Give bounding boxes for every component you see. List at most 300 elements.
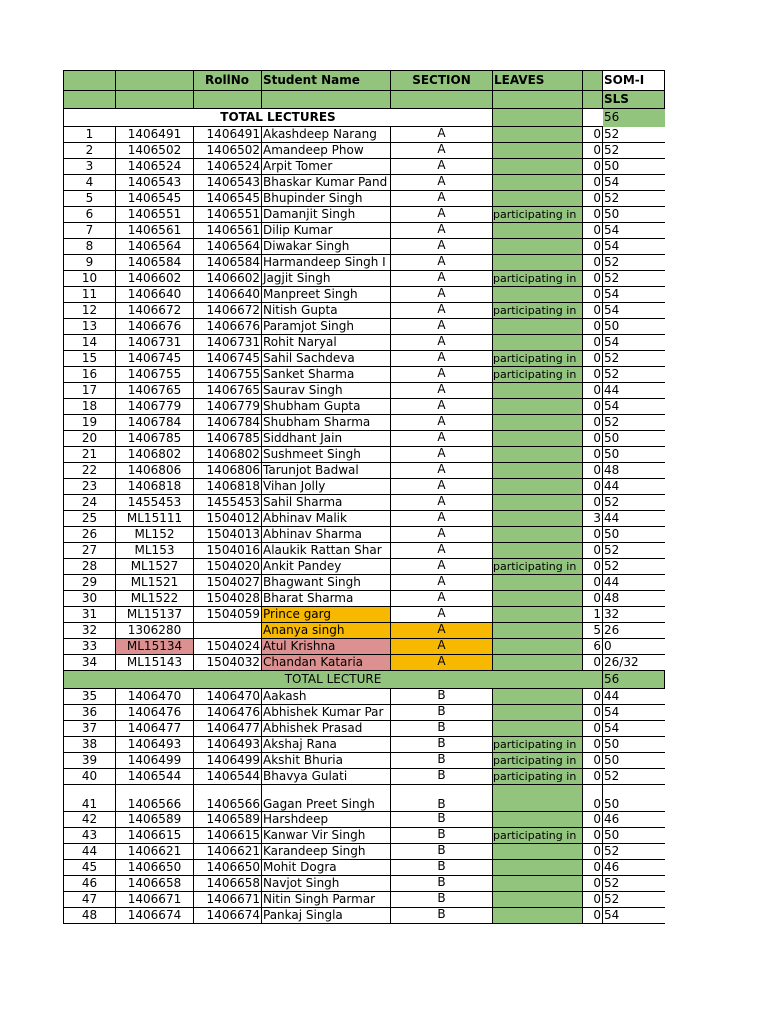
student-name-cell[interactable]: Sanket Sharma	[262, 367, 391, 383]
section-cell[interactable]: B	[391, 753, 493, 769]
id-cell[interactable]: ML152	[116, 527, 194, 543]
rollno-cell[interactable]: 1406755	[194, 367, 262, 383]
student-name-cell[interactable]: Harmandeep Singh I	[262, 255, 391, 271]
section-cell[interactable]: B	[391, 689, 493, 705]
leaves-cell[interactable]	[493, 908, 583, 924]
student-name-cell[interactable]: Paramjot Singh	[262, 319, 391, 335]
leave-count-cell[interactable]: 0	[583, 463, 603, 479]
sno-cell[interactable]: 16	[64, 367, 116, 383]
som-sls-cell[interactable]: 26	[603, 623, 665, 639]
leaves-cell[interactable]	[493, 639, 583, 655]
id-cell[interactable]: 1406524	[116, 159, 194, 175]
sno-cell[interactable]: 9	[64, 255, 116, 271]
student-name-cell[interactable]: Abhishek Kumar Par	[262, 705, 391, 721]
leaves-cell[interactable]	[493, 287, 583, 303]
leave-count-cell[interactable]: 0	[583, 575, 603, 591]
id-cell[interactable]: 1406818	[116, 479, 194, 495]
rollno-cell[interactable]: 1406477	[194, 721, 262, 737]
leaves-cell[interactable]	[493, 143, 583, 159]
leave-count-cell[interactable]: 0	[583, 223, 603, 239]
som-sls-cell[interactable]: 52	[603, 876, 665, 892]
som-sls-cell[interactable]: 50	[603, 159, 665, 175]
sno-cell[interactable]: 37	[64, 721, 116, 737]
rollno-cell[interactable]: 1406731	[194, 335, 262, 351]
leave-count-cell[interactable]: 0	[583, 527, 603, 543]
id-cell[interactable]: 1406731	[116, 335, 194, 351]
sno-cell[interactable]: 15	[64, 351, 116, 367]
section-cell[interactable]: A	[391, 207, 493, 223]
leave-count-cell[interactable]: 0	[583, 689, 603, 705]
leave-count-cell[interactable]: 0	[583, 191, 603, 207]
leaves-cell[interactable]	[493, 705, 583, 721]
id-cell[interactable]: ML1521	[116, 575, 194, 591]
leave-count-cell[interactable]: 0	[583, 892, 603, 908]
leave-count-cell[interactable]: 5	[583, 623, 603, 639]
leave-count-cell[interactable]: 6	[583, 639, 603, 655]
student-name-cell[interactable]: Manpreet Singh	[262, 287, 391, 303]
som-sls-cell[interactable]: 52	[603, 844, 665, 860]
som-sls-cell[interactable]: 52	[603, 127, 665, 143]
sno-cell[interactable]: 43	[64, 828, 116, 844]
som-sls-cell[interactable]: 52	[603, 143, 665, 159]
student-name-cell[interactable]: Amandeep Phow	[262, 143, 391, 159]
leaves-cell[interactable]	[493, 785, 583, 812]
rollno-cell[interactable]: 1406615	[194, 828, 262, 844]
id-cell[interactable]: 1406765	[116, 383, 194, 399]
section-cell[interactable]: B	[391, 908, 493, 924]
sno-cell[interactable]: 1	[64, 127, 116, 143]
id-cell[interactable]: ML15143	[116, 655, 194, 671]
leaves-cell[interactable]	[493, 399, 583, 415]
leave-count-cell[interactable]: 0	[583, 351, 603, 367]
som-sls-cell[interactable]: 44	[603, 575, 665, 591]
section-cell[interactable]: A	[391, 623, 493, 639]
student-name-cell[interactable]: Mohit Dogra	[262, 860, 391, 876]
section-cell[interactable]: A	[391, 463, 493, 479]
sno-cell[interactable]: 10	[64, 271, 116, 287]
leaves-cell[interactable]	[493, 812, 583, 828]
sno-cell[interactable]: 11	[64, 287, 116, 303]
section-cell[interactable]: A	[391, 367, 493, 383]
student-name-cell[interactable]: Alaukik Rattan Shar	[262, 543, 391, 559]
section-cell[interactable]: B	[391, 844, 493, 860]
rollno-cell[interactable]: 1455453	[194, 495, 262, 511]
leave-count-cell[interactable]: 0	[583, 239, 603, 255]
student-name-cell[interactable]: Sushmeet Singh	[262, 447, 391, 463]
leave-count-cell[interactable]: 0	[583, 303, 603, 319]
student-name-cell[interactable]: Chandan Kataria	[262, 655, 391, 671]
leave-count-cell[interactable]: 0	[583, 127, 603, 143]
som-sls-cell[interactable]: 26/32	[603, 655, 665, 671]
leaves-cell[interactable]: participating in	[493, 207, 583, 223]
section-cell[interactable]: A	[391, 511, 493, 527]
id-cell[interactable]: 1406640	[116, 287, 194, 303]
leaves-cell[interactable]	[493, 479, 583, 495]
som-sls-cell[interactable]: 48	[603, 463, 665, 479]
leaves-cell[interactable]	[493, 431, 583, 447]
section-cell[interactable]: B	[391, 705, 493, 721]
rollno-cell[interactable]: 1406676	[194, 319, 262, 335]
som-sls-cell[interactable]: 52	[603, 495, 665, 511]
total-lecture-value[interactable]: 56	[603, 671, 665, 689]
rollno-cell[interactable]	[194, 623, 262, 639]
header-subject[interactable]: SOM-I	[603, 71, 665, 91]
sno-cell[interactable]: 2	[64, 143, 116, 159]
rollno-cell[interactable]: 1406602	[194, 271, 262, 287]
som-sls-cell[interactable]: 54	[603, 705, 665, 721]
student-name-cell[interactable]: Shubham Sharma	[262, 415, 391, 431]
leaves-cell[interactable]: participating in	[493, 828, 583, 844]
sno-cell[interactable]: 30	[64, 591, 116, 607]
leave-count-cell[interactable]: 0	[583, 860, 603, 876]
id-cell[interactable]: ML15134	[116, 639, 194, 655]
section-cell[interactable]: A	[391, 351, 493, 367]
leave-count-cell[interactable]: 0	[583, 721, 603, 737]
student-name-cell[interactable]: Abhinav Malik	[262, 511, 391, 527]
sno-cell[interactable]: 29	[64, 575, 116, 591]
leaves-cell[interactable]	[493, 159, 583, 175]
sno-cell[interactable]: 31	[64, 607, 116, 623]
section-cell[interactable]: A	[391, 223, 493, 239]
student-name-cell[interactable]: Saurav Singh	[262, 383, 391, 399]
rollno-cell[interactable]: 1406650	[194, 860, 262, 876]
leave-count-cell[interactable]: 0	[583, 737, 603, 753]
rollno-cell[interactable]: 1504016	[194, 543, 262, 559]
rollno-cell[interactable]: 1406621	[194, 844, 262, 860]
total-lecture-label[interactable]: TOTAL LECTURE	[64, 671, 603, 689]
som-sls-cell[interactable]: 50	[603, 753, 665, 769]
sno-cell[interactable]: 23	[64, 479, 116, 495]
leave-count-cell[interactable]: 0	[583, 769, 603, 785]
leave-count-cell[interactable]: 0	[583, 705, 603, 721]
leaves-cell[interactable]: participating in	[493, 769, 583, 785]
header-leaves[interactable]: LEAVES	[493, 71, 583, 91]
id-cell[interactable]: 1406674	[116, 908, 194, 924]
leaves-cell[interactable]	[493, 575, 583, 591]
leave-count-cell[interactable]: 0	[583, 655, 603, 671]
sno-cell[interactable]: 35	[64, 689, 116, 705]
id-cell[interactable]: 1406658	[116, 876, 194, 892]
student-name-cell[interactable]: Atul Krishna	[262, 639, 391, 655]
section-cell[interactable]: B	[391, 769, 493, 785]
sno-cell[interactable]: 12	[64, 303, 116, 319]
som-sls-cell[interactable]: 54	[603, 908, 665, 924]
id-cell[interactable]: 1406502	[116, 143, 194, 159]
sno-cell[interactable]: 18	[64, 399, 116, 415]
section-cell[interactable]: A	[391, 415, 493, 431]
section-cell[interactable]: A	[391, 383, 493, 399]
leaves-cell[interactable]: participating in	[493, 303, 583, 319]
section-cell[interactable]: A	[391, 175, 493, 191]
rollno-cell[interactable]: 1406640	[194, 287, 262, 303]
id-cell[interactable]: ML15137	[116, 607, 194, 623]
total-lectures-value[interactable]: 56	[603, 109, 665, 127]
rollno-cell[interactable]: 1406470	[194, 689, 262, 705]
id-cell[interactable]: ML153	[116, 543, 194, 559]
sno-cell[interactable]: 36	[64, 705, 116, 721]
som-sls-cell[interactable]: 32	[603, 607, 665, 623]
rollno-cell[interactable]: 1406671	[194, 892, 262, 908]
rollno-cell[interactable]: 1406502	[194, 143, 262, 159]
leave-count-cell[interactable]: 0	[583, 175, 603, 191]
student-name-cell[interactable]: Sahil Sharma	[262, 495, 391, 511]
rollno-cell[interactable]: 1406545	[194, 191, 262, 207]
section-cell[interactable]: A	[391, 287, 493, 303]
student-name-cell[interactable]: Sahil Sachdeva	[262, 351, 391, 367]
som-sls-cell[interactable]: 50	[603, 785, 665, 812]
student-name-cell[interactable]: Nitish Gupta	[262, 303, 391, 319]
total-lectures-blank[interactable]	[583, 109, 603, 127]
sno-cell[interactable]: 41	[64, 785, 116, 812]
leave-count-cell[interactable]: 0	[583, 207, 603, 223]
id-cell[interactable]: 1406584	[116, 255, 194, 271]
header-student-name[interactable]: Student Name	[262, 71, 391, 91]
header2-cell[interactable]	[583, 91, 603, 109]
student-name-cell[interactable]: Akashdeep Narang	[262, 127, 391, 143]
leave-count-cell[interactable]: 0	[583, 415, 603, 431]
header2-cell[interactable]	[116, 91, 194, 109]
id-cell[interactable]: 1306280	[116, 623, 194, 639]
rollno-cell[interactable]: 1406566	[194, 785, 262, 812]
som-sls-cell[interactable]: 52	[603, 271, 665, 287]
student-name-cell[interactable]: Karandeep Singh	[262, 844, 391, 860]
som-sls-cell[interactable]: 54	[603, 287, 665, 303]
header2-cell[interactable]	[391, 91, 493, 109]
student-name-cell[interactable]: Dilip Kumar	[262, 223, 391, 239]
section-cell[interactable]: B	[391, 860, 493, 876]
section-cell[interactable]: A	[391, 607, 493, 623]
student-name-cell[interactable]: Bhaskar Kumar Pand	[262, 175, 391, 191]
leaves-cell[interactable]	[493, 860, 583, 876]
som-sls-cell[interactable]: 54	[603, 335, 665, 351]
student-name-cell[interactable]: Bharat Sharma	[262, 591, 391, 607]
rollno-cell[interactable]: 1406806	[194, 463, 262, 479]
leaves-cell[interactable]	[493, 335, 583, 351]
som-sls-cell[interactable]: 50	[603, 447, 665, 463]
id-cell[interactable]: 1406477	[116, 721, 194, 737]
leave-count-cell[interactable]: 0	[583, 812, 603, 828]
sno-cell[interactable]: 48	[64, 908, 116, 924]
rollno-cell[interactable]: 1406785	[194, 431, 262, 447]
som-sls-cell[interactable]: 52	[603, 191, 665, 207]
leaves-cell[interactable]	[493, 415, 583, 431]
rollno-cell[interactable]: 1406499	[194, 753, 262, 769]
leave-count-cell[interactable]: 0	[583, 908, 603, 924]
student-name-cell[interactable]: Navjot Singh	[262, 876, 391, 892]
som-sls-cell[interactable]: 50	[603, 527, 665, 543]
leaves-cell[interactable]	[493, 527, 583, 543]
leave-count-cell[interactable]: 0	[583, 495, 603, 511]
leaves-cell[interactable]: participating in	[493, 367, 583, 383]
student-name-cell[interactable]: Akshaj Rana	[262, 737, 391, 753]
som-sls-cell[interactable]: 52	[603, 367, 665, 383]
leave-count-cell[interactable]: 0	[583, 785, 603, 812]
sno-cell[interactable]: 27	[64, 543, 116, 559]
header2-cell[interactable]	[64, 91, 116, 109]
leaves-cell[interactable]	[493, 239, 583, 255]
leave-count-cell[interactable]: 0	[583, 431, 603, 447]
student-name-cell[interactable]: Bhavya Gulati	[262, 769, 391, 785]
header-section[interactable]: SECTION	[391, 71, 493, 91]
rollno-cell[interactable]: 1406745	[194, 351, 262, 367]
sno-cell[interactable]: 40	[64, 769, 116, 785]
student-name-cell[interactable]: Siddhant Jain	[262, 431, 391, 447]
leave-count-cell[interactable]: 0	[583, 876, 603, 892]
sno-cell[interactable]: 20	[64, 431, 116, 447]
section-cell[interactable]: A	[391, 255, 493, 271]
id-cell[interactable]: 1406676	[116, 319, 194, 335]
student-name-cell[interactable]: Prince garg	[262, 607, 391, 623]
sno-cell[interactable]: 38	[64, 737, 116, 753]
student-name-cell[interactable]: Rohit Naryal	[262, 335, 391, 351]
rollno-cell[interactable]: 1504013	[194, 527, 262, 543]
section-cell[interactable]: A	[391, 159, 493, 175]
rollno-cell[interactable]: 1406491	[194, 127, 262, 143]
leave-count-cell[interactable]: 0	[583, 399, 603, 415]
section-cell[interactable]: B	[391, 785, 493, 812]
sno-cell[interactable]: 47	[64, 892, 116, 908]
sno-cell[interactable]: 4	[64, 175, 116, 191]
leaves-cell[interactable]: participating in	[493, 559, 583, 575]
student-name-cell[interactable]: Nitin Singh Parmar	[262, 892, 391, 908]
section-cell[interactable]: B	[391, 721, 493, 737]
section-cell[interactable]: A	[391, 127, 493, 143]
leaves-cell[interactable]	[493, 623, 583, 639]
sno-cell[interactable]: 24	[64, 495, 116, 511]
rollno-cell[interactable]: 1504012	[194, 511, 262, 527]
leaves-cell[interactable]	[493, 511, 583, 527]
leave-count-cell[interactable]: 0	[583, 335, 603, 351]
sno-cell[interactable]: 26	[64, 527, 116, 543]
leaves-cell[interactable]	[493, 607, 583, 623]
leaves-cell[interactable]: participating in	[493, 737, 583, 753]
rollno-cell[interactable]: 1406544	[194, 769, 262, 785]
total-lectures-label[interactable]: TOTAL LECTURES	[64, 109, 493, 127]
leaves-cell[interactable]	[493, 223, 583, 239]
som-sls-cell[interactable]: 44	[603, 383, 665, 399]
leaves-cell[interactable]	[493, 319, 583, 335]
som-sls-cell[interactable]: 50	[603, 319, 665, 335]
student-name-cell[interactable]: Kanwar Vir Singh	[262, 828, 391, 844]
id-cell[interactable]: 1406476	[116, 705, 194, 721]
student-name-cell[interactable]: Aakash	[262, 689, 391, 705]
leaves-cell[interactable]	[493, 255, 583, 271]
rollno-cell[interactable]: 1406672	[194, 303, 262, 319]
sno-cell[interactable]: 25	[64, 511, 116, 527]
id-cell[interactable]: 1406621	[116, 844, 194, 860]
som-sls-cell[interactable]: 54	[603, 303, 665, 319]
leaves-cell[interactable]	[493, 543, 583, 559]
section-cell[interactable]: A	[391, 575, 493, 591]
id-cell[interactable]: 1406806	[116, 463, 194, 479]
section-cell[interactable]: A	[391, 143, 493, 159]
student-name-cell[interactable]: Tarunjot Badwal	[262, 463, 391, 479]
header-subject-sub[interactable]: SLS	[603, 91, 665, 109]
sno-cell[interactable]: 22	[64, 463, 116, 479]
rollno-cell[interactable]: 1504028	[194, 591, 262, 607]
som-sls-cell[interactable]: 52	[603, 351, 665, 367]
header-rollno[interactable]: RollNo	[194, 71, 262, 91]
leave-count-cell[interactable]: 0	[583, 319, 603, 335]
rollno-cell[interactable]: 1504032	[194, 655, 262, 671]
total-lectures-leaves-cell[interactable]	[493, 109, 583, 127]
sno-cell[interactable]: 46	[64, 876, 116, 892]
id-cell[interactable]: 1455453	[116, 495, 194, 511]
som-sls-cell[interactable]: 46	[603, 860, 665, 876]
id-cell[interactable]: ML15111	[116, 511, 194, 527]
id-cell[interactable]: 1406545	[116, 191, 194, 207]
sno-cell[interactable]: 17	[64, 383, 116, 399]
header2-cell[interactable]	[262, 91, 391, 109]
leave-count-cell[interactable]: 0	[583, 479, 603, 495]
rollno-cell[interactable]: 1406765	[194, 383, 262, 399]
leaves-cell[interactable]	[493, 591, 583, 607]
student-name-cell[interactable]: Pankaj Singla	[262, 908, 391, 924]
id-cell[interactable]: 1406566	[116, 785, 194, 812]
sno-cell[interactable]: 39	[64, 753, 116, 769]
som-sls-cell[interactable]: 52	[603, 255, 665, 271]
som-sls-cell[interactable]: 52	[603, 769, 665, 785]
section-cell[interactable]: A	[391, 319, 493, 335]
rollno-cell[interactable]: 1504027	[194, 575, 262, 591]
rollno-cell[interactable]: 1406674	[194, 908, 262, 924]
leave-count-cell[interactable]: 1	[583, 607, 603, 623]
id-cell[interactable]: 1406755	[116, 367, 194, 383]
id-cell[interactable]: 1406491	[116, 127, 194, 143]
leave-count-cell[interactable]: 0	[583, 143, 603, 159]
id-cell[interactable]: 1406650	[116, 860, 194, 876]
rollno-cell[interactable]: 1406551	[194, 207, 262, 223]
rollno-cell[interactable]: 1504020	[194, 559, 262, 575]
student-name-cell[interactable]: Bhagwant Singh	[262, 575, 391, 591]
rollno-cell[interactable]: 1406779	[194, 399, 262, 415]
sno-cell[interactable]: 19	[64, 415, 116, 431]
rollno-cell[interactable]: 1406561	[194, 223, 262, 239]
leave-count-cell[interactable]: 0	[583, 753, 603, 769]
leave-count-cell[interactable]: 3	[583, 511, 603, 527]
section-cell[interactable]: B	[391, 892, 493, 908]
leaves-cell[interactable]: participating in	[493, 351, 583, 367]
som-sls-cell[interactable]: 54	[603, 175, 665, 191]
id-cell[interactable]: 1406564	[116, 239, 194, 255]
id-cell[interactable]: 1406745	[116, 351, 194, 367]
leaves-cell[interactable]	[493, 495, 583, 511]
rollno-cell[interactable]: 1406543	[194, 175, 262, 191]
student-name-cell[interactable]: Jagjit Singh	[262, 271, 391, 287]
sno-cell[interactable]: 32	[64, 623, 116, 639]
section-cell[interactable]: A	[391, 431, 493, 447]
section-cell[interactable]: A	[391, 447, 493, 463]
som-sls-cell[interactable]: 0	[603, 639, 665, 655]
id-cell[interactable]: 1406602	[116, 271, 194, 287]
header-cell-blank[interactable]	[583, 71, 603, 91]
sno-cell[interactable]: 5	[64, 191, 116, 207]
section-cell[interactable]: A	[391, 543, 493, 559]
rollno-cell[interactable]: 1406784	[194, 415, 262, 431]
leave-count-cell[interactable]: 0	[583, 383, 603, 399]
student-name-cell[interactable]: Diwakar Singh	[262, 239, 391, 255]
id-cell[interactable]: 1406551	[116, 207, 194, 223]
som-sls-cell[interactable]: 52	[603, 415, 665, 431]
rollno-cell[interactable]: 1406524	[194, 159, 262, 175]
student-name-cell[interactable]: Shubham Gupta	[262, 399, 391, 415]
som-sls-cell[interactable]: 50	[603, 207, 665, 223]
id-cell[interactable]: 1406779	[116, 399, 194, 415]
leave-count-cell[interactable]: 0	[583, 271, 603, 287]
student-name-cell[interactable]: Bhupinder Singh	[262, 191, 391, 207]
sno-cell[interactable]: 8	[64, 239, 116, 255]
sno-cell[interactable]: 7	[64, 223, 116, 239]
